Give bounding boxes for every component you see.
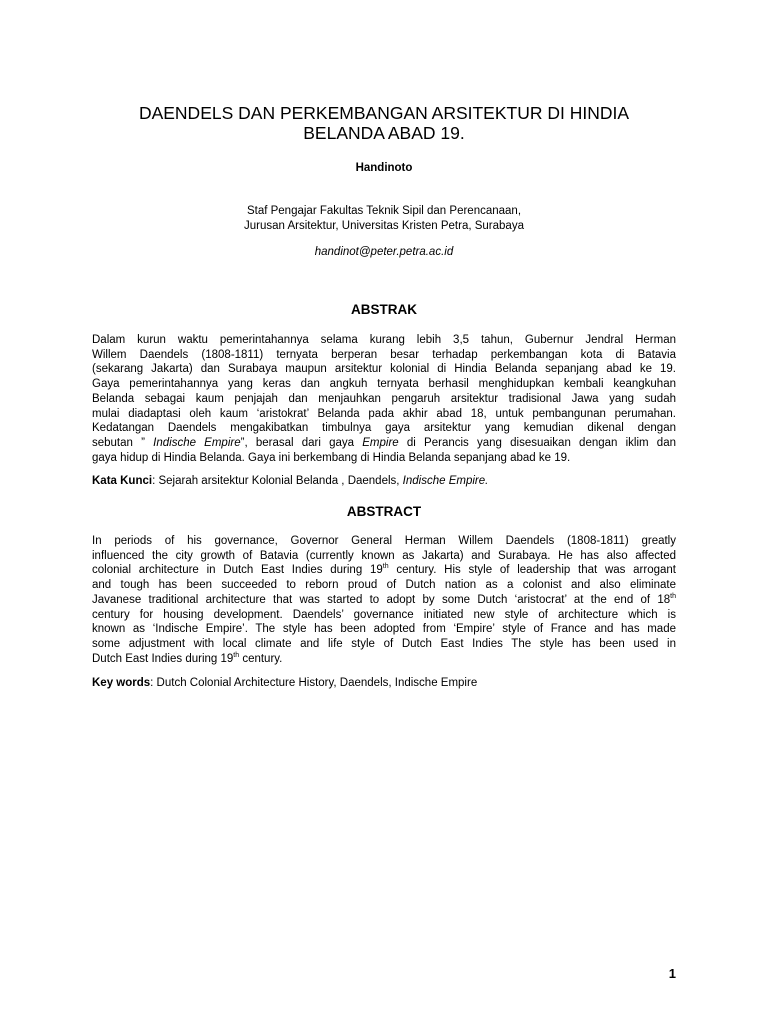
- superscript: th: [382, 563, 389, 571]
- kata-kunci-label: Kata Kunci: [92, 475, 153, 487]
- abstract-line: [92, 563, 676, 578]
- author-affiliation: [92, 204, 676, 234]
- abstrak-line: Gaya pemerintahannya yang keras dan angkuh ternyata berhasil menghidupkan kembali keangkuhan: [92, 378, 676, 391]
- abstrak-paragraph: [92, 333, 676, 465]
- kata-kunci: [92, 475, 676, 487]
- abstract-line: some adjustment with local climate and life style of Dutch East Indies The style has been used in: [92, 637, 676, 650]
- superscript: th: [670, 592, 676, 600]
- kata-kunci-italic: Indische Empire.: [402, 475, 489, 487]
- abstract-text: Javanese traditional architecture that was started to adopt by some Dutch ‘aristocrat’ at the end of 18: [92, 593, 671, 606]
- affiliation-line-2: Jurusan Arsitektur, Universitas Kristen Petra, Surabaya: [244, 220, 524, 232]
- author-email: handinot@peter.petra.ac.id: [314, 246, 454, 258]
- abstrak-line: gaya hidup di Hindia Belanda. Gaya ini berkembang di Hindia Belanda sepanjang abad ke 19.: [92, 451, 571, 464]
- abstrak-line: Willem Daendels (1808-1811) ternyata berperan besar terhadap perkembangan kota di Batavia: [92, 348, 676, 361]
- paper-title: [92, 103, 676, 143]
- abstrak-line: [92, 436, 676, 451]
- abstrak-line: Kedatangan Daendels mengakibatkan timbulnya gaya arsitektur yang kemudian dikenal dengan: [92, 422, 676, 435]
- abstract-text: century.: [239, 652, 283, 665]
- abstrak-line: (sekarang Jakarta) dan Surabaya maupun arsitektur kolonial di Hindia Belanda sepanjang abad ke 19.: [92, 363, 676, 376]
- abstrak-heading: ABSTRAK: [351, 302, 417, 317]
- abstrak-text: ”, berasal dari gaya: [240, 436, 363, 449]
- abstract-paragraph: [92, 534, 676, 666]
- abstract-line: In periods of his governance, Governor General Herman Willem Daendels (1808-1811) greatly: [92, 535, 676, 547]
- affiliation-line-1: Staf Pengajar Fakultas Teknik Sipil dan Perencanaan,: [246, 205, 522, 217]
- key-words-text: : Dutch Colonial Architecture History, Daendels, Indische Empire: [150, 677, 478, 689]
- key-words: [92, 677, 676, 689]
- abstract-line: century for housing development. Daendels’ governance initiated new style of architecture which is: [92, 608, 676, 621]
- title-line-1: DAENDELS DAN PERKEMBANGAN ARSITEKTUR DI HINDIA: [138, 103, 630, 123]
- abstract-text: Dutch East Indies during 19: [92, 652, 234, 665]
- superscript: th: [233, 651, 240, 659]
- abstrak-text: sebutan ”: [92, 436, 154, 449]
- abstrak-italic-term: Empire: [362, 436, 399, 449]
- abstract-line: known as ‘Indische Empire’. The style has been adopted from ‘Empire’ style of France and has made: [92, 623, 676, 636]
- abstrak-italic-term: Indische Empire: [153, 436, 241, 449]
- title-line-2: BELANDA ABAD 19.: [303, 123, 465, 143]
- abstract-text: colonial architecture in Dutch East Indies during 19: [92, 564, 383, 577]
- page-number: 1: [668, 966, 676, 981]
- abstract-text: century. His style of leadership that was arrogant: [388, 564, 676, 577]
- abstrak-line: Belanda sebagai kaum penjajah dan menjauhkan pengaruh arsitektur tradisional Jawa yang sudah: [92, 392, 676, 405]
- abstract-line: [92, 593, 676, 608]
- abstract-heading: ABSTRACT: [346, 504, 422, 519]
- key-words-label: Key words: [92, 677, 151, 689]
- author-name: Handinoto: [355, 162, 413, 174]
- abstract-line: and tough has been succeeded to reborn proud of Dutch nation as a colonist and also eliminate: [92, 579, 676, 592]
- kata-kunci-text: : Sejarah arsitektur Kolonial Belanda , Daendels,: [152, 475, 403, 487]
- abstrak-line: Dalam kurun waktu pemerintahannya selama kurang lebih 3,5 tahun, Gubernur Jendral Herman: [92, 334, 676, 346]
- abstrak-line: mulai diadaptasi oleh kaum ‘aristokrat’ Belanda pada akhir abad 18, untuk pembangunan perumahan.: [92, 407, 676, 420]
- abstrak-text: di Perancis yang disesuaikan dengan iklim dan: [398, 436, 676, 449]
- abstract-line: [92, 652, 676, 667]
- abstract-line: influenced the city growth of Batavia (currently known as Jakarta) and Surabaya. He has also affected: [92, 549, 676, 562]
